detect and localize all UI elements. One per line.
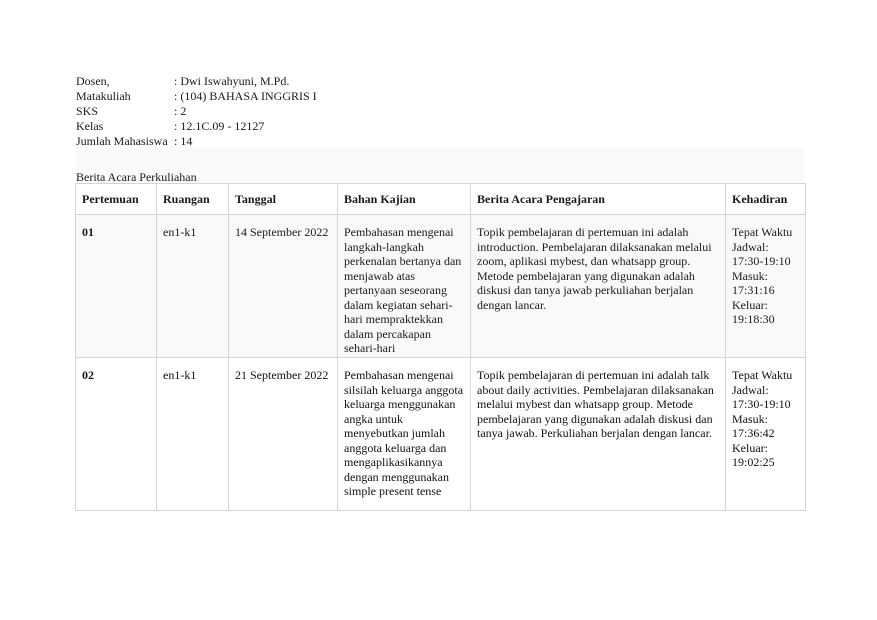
table-row <box>76 358 806 511</box>
header-bahan-kajian: Bahan Kajian <box>338 184 471 215</box>
info-label: Dosen, <box>76 74 110 88</box>
kehadiran-status: Tepat Waktu <box>732 368 793 382</box>
info-label: Matakuliah <box>76 89 131 103</box>
course-info <box>76 74 317 149</box>
info-value: : Dwi Iswahyuni, M.Pd. <box>174 74 290 88</box>
table-row <box>76 215 806 358</box>
info-row-sks <box>76 104 317 119</box>
cell-kehadiran <box>726 215 806 358</box>
cell-tanggal: 21 September 2022 <box>229 358 338 511</box>
info-row-dosen <box>76 74 317 89</box>
kehadiran-keluar: 19:18:30 <box>732 312 775 326</box>
cell-bahan-kajian: Pembahasan mengenai langkah-langkah perkenalan bertanya dan menjawab atas pertanyaan seseorang dalam kegiatan sehari-hari mempraktekkan dalam percakapan sehari-hari <box>338 215 471 358</box>
info-value: : 12.1C.09 - 12127 <box>174 119 265 133</box>
kehadiran-jadwal-label: Jadwal: <box>732 239 769 254</box>
kehadiran-keluar-label: Keluar: <box>732 297 768 312</box>
kehadiran-keluar: 19:02:25 <box>732 455 775 469</box>
info-value: : (104) BAHASA INGGRIS I <box>174 89 317 103</box>
info-row-matakuliah <box>76 89 317 104</box>
header-pertemuan: Pertemuan <box>76 184 157 215</box>
cell-kehadiran <box>726 358 806 511</box>
header-kehadiran: Kehadiran <box>726 184 806 215</box>
kehadiran-masuk-label: Masuk: <box>732 411 768 426</box>
cell-tanggal: 14 September 2022 <box>229 215 338 358</box>
kehadiran-jadwal-label: Jadwal: <box>732 382 769 397</box>
table-header-row <box>76 184 806 215</box>
section-title: Berita Acara Perkuliahan <box>76 170 197 184</box>
info-value: : 2 <box>174 104 187 118</box>
info-label: Jumlah Mahasiswa <box>76 134 168 148</box>
kehadiran-jadwal: 17:30-19:10 <box>732 254 791 268</box>
kehadiran-masuk-label: Masuk: <box>732 268 768 283</box>
info-row-kelas <box>76 119 317 134</box>
header-tanggal: Tanggal <box>229 184 338 215</box>
kehadiran-masuk: 17:36:42 <box>732 426 775 440</box>
kehadiran-status: Tepat Waktu <box>732 225 793 239</box>
cell-pertemuan: 02 <box>76 358 157 511</box>
kehadiran-masuk: 17:31:16 <box>732 283 775 297</box>
info-row-jumlah-mahasiswa <box>76 134 317 149</box>
kehadiran-jadwal: 17:30-19:10 <box>732 397 791 411</box>
cell-ruangan: en1-k1 <box>157 358 229 511</box>
cell-berita-acara: Topik pembelajaran di pertemuan ini adalah talk about daily activities. Pembelajaran dilaksanakan melalui mybest dan whatsapp group. Metode pembelajaran yang digunakan adalah diskusi dan tanya jawab. Perkuliahan berjalan dengan lancar. <box>471 358 726 511</box>
cell-berita-acara: Topik pembelajaran di pertemuan ini adalah introduction. Pembelajaran dilaksanakan melalui zoom, aplikasi mybest, dan whatsapp group. Metode pembelajaran yang digunakan adalah diskusi dan tanya jawab perkuliahan berjalan dengan lancar. <box>471 215 726 358</box>
info-label: Kelas <box>76 119 104 133</box>
berita-acara-table <box>75 183 806 511</box>
cell-bahan-kajian: Pembahasan mengenai silsilah keluarga anggota keluarga menggunakan angka untuk menyebutkan jumlah anggota keluarga dan mengaplikasikannya dengan menggunakan simple present tense <box>338 358 471 511</box>
header-berita-acara: Berita Acara Pengajaran <box>471 184 726 215</box>
cell-pertemuan: 01 <box>76 215 157 358</box>
cell-ruangan: en1-k1 <box>157 215 229 358</box>
info-value: : 14 <box>174 134 193 148</box>
kehadiran-keluar-label: Keluar: <box>732 440 768 455</box>
info-label: SKS <box>76 104 99 118</box>
header-ruangan: Ruangan <box>157 184 229 215</box>
